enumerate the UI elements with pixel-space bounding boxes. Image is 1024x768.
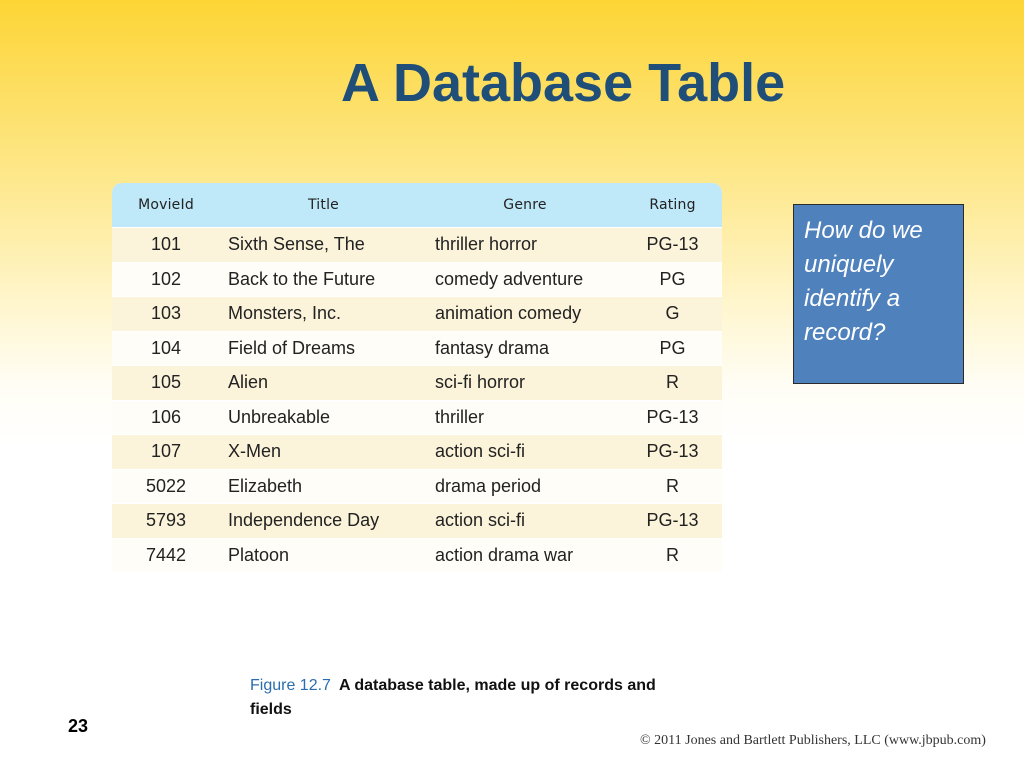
cell-movieid: 101 bbox=[112, 228, 220, 263]
cell-genre: sci-fi horror bbox=[427, 366, 623, 401]
cell-movieid: 105 bbox=[112, 366, 220, 401]
figure-caption bbox=[250, 674, 670, 722]
cell-title: Elizabeth bbox=[220, 469, 427, 504]
cell-movieid: 106 bbox=[112, 400, 220, 435]
cell-genre: thriller horror bbox=[427, 228, 623, 263]
table-row bbox=[112, 504, 722, 539]
table-row bbox=[112, 297, 722, 332]
cell-title: Independence Day bbox=[220, 504, 427, 539]
cell-genre: thriller bbox=[427, 400, 623, 435]
database-table bbox=[112, 183, 722, 572]
table-row bbox=[112, 435, 722, 470]
slide-title: A Database Table bbox=[341, 53, 786, 113]
header-title: Title bbox=[220, 183, 427, 228]
cell-movieid: 5022 bbox=[112, 469, 220, 504]
table-row bbox=[112, 331, 722, 366]
cell-title: Platoon bbox=[220, 538, 427, 572]
table-row bbox=[112, 262, 722, 297]
cell-rating: PG bbox=[623, 331, 722, 366]
question-callout: How do we uniquely identify a record? bbox=[793, 204, 964, 384]
cell-movieid: 103 bbox=[112, 297, 220, 332]
cell-rating: PG-13 bbox=[623, 435, 722, 470]
header-rating: Rating bbox=[623, 183, 722, 228]
table-row bbox=[112, 400, 722, 435]
table-row bbox=[112, 469, 722, 504]
cell-movieid: 5793 bbox=[112, 504, 220, 539]
cell-title: Monsters, Inc. bbox=[220, 297, 427, 332]
cell-genre: action sci-fi bbox=[427, 504, 623, 539]
cell-title: Back to the Future bbox=[220, 262, 427, 297]
figure-label: Figure 12.7 bbox=[250, 677, 331, 694]
cell-movieid: 102 bbox=[112, 262, 220, 297]
cell-rating: R bbox=[623, 469, 722, 504]
header-genre: Genre bbox=[427, 183, 623, 228]
cell-title: Sixth Sense, The bbox=[220, 228, 427, 263]
cell-rating: R bbox=[623, 538, 722, 572]
cell-movieid: 107 bbox=[112, 435, 220, 470]
cell-title: X-Men bbox=[220, 435, 427, 470]
cell-rating: PG-13 bbox=[623, 228, 722, 263]
cell-movieid: 7442 bbox=[112, 538, 220, 572]
table-row bbox=[112, 228, 722, 263]
table-header-row bbox=[112, 183, 722, 228]
cell-title: Alien bbox=[220, 366, 427, 401]
cell-genre: animation comedy bbox=[427, 297, 623, 332]
figure-caption-text: A database table, made up of records and fields bbox=[250, 677, 656, 718]
cell-rating: R bbox=[623, 366, 722, 401]
cell-rating: PG-13 bbox=[623, 400, 722, 435]
cell-genre: fantasy drama bbox=[427, 331, 623, 366]
cell-rating: PG bbox=[623, 262, 722, 297]
cell-genre: action drama war bbox=[427, 538, 623, 572]
copyright-notice: © 2011 Jones and Bartlett Publishers, LLC (www.jbpub.com) bbox=[640, 733, 986, 748]
table-row bbox=[112, 366, 722, 401]
cell-title: Unbreakable bbox=[220, 400, 427, 435]
cell-title: Field of Dreams bbox=[220, 331, 427, 366]
page-number: 23 bbox=[68, 716, 89, 736]
header-movieid: MovieId bbox=[112, 183, 220, 228]
cell-genre: drama period bbox=[427, 469, 623, 504]
cell-rating: G bbox=[623, 297, 722, 332]
table-row bbox=[112, 538, 722, 572]
cell-movieid: 104 bbox=[112, 331, 220, 366]
cell-rating: PG-13 bbox=[623, 504, 722, 539]
cell-genre: comedy adventure bbox=[427, 262, 623, 297]
cell-genre: action sci-fi bbox=[427, 435, 623, 470]
